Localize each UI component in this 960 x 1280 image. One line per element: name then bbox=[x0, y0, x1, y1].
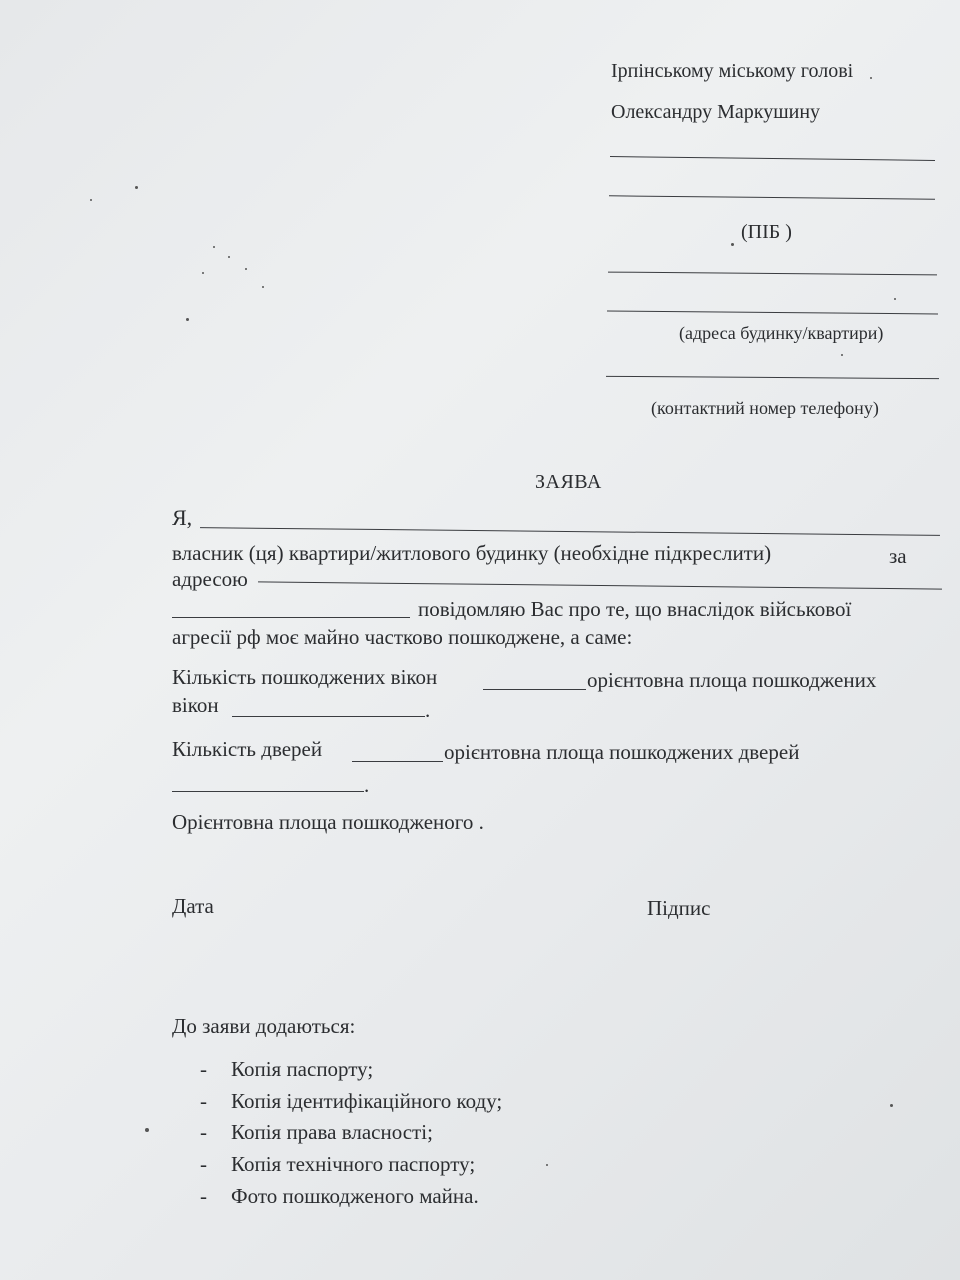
list-bullet: - bbox=[200, 1184, 207, 1208]
list-item: Копія технічного паспорту; bbox=[231, 1152, 476, 1176]
name-blank-line-1 bbox=[610, 156, 935, 161]
paper-speck bbox=[870, 77, 872, 79]
doors-area-label: орієнтовна площа пошкоджених дверей bbox=[444, 740, 800, 764]
windows-period: . bbox=[425, 698, 431, 722]
addressee-line-2: Олександру Маркушину bbox=[611, 101, 821, 123]
list-item: Копія паспорту; bbox=[231, 1057, 374, 1081]
name-caption: (ПІБ ) bbox=[741, 221, 792, 243]
signature-label: Підпис bbox=[647, 896, 711, 920]
paper-speck bbox=[90, 199, 92, 201]
damaged-area-line: Орієнтовна площа пошкодженого . bbox=[172, 810, 484, 834]
paper-speck bbox=[202, 272, 204, 274]
list-item: Копія права власності; bbox=[231, 1120, 433, 1144]
owner-line: власник (ця) квартири/житлового будинку (необхідне підкреслити) bbox=[172, 541, 772, 565]
name-blank-line-2 bbox=[609, 195, 935, 199]
address-blank-line-1 bbox=[608, 272, 937, 276]
paper-speck bbox=[145, 1128, 149, 1132]
paper-speck bbox=[228, 256, 230, 258]
phone-blank-line bbox=[606, 376, 939, 379]
windows-word: вікон bbox=[172, 693, 219, 717]
doors-count-label: Кількість дверей bbox=[172, 737, 323, 761]
list-bullet: - bbox=[200, 1152, 207, 1176]
document-title: ЗАЯВА bbox=[535, 471, 602, 493]
line-i: Я, bbox=[172, 505, 193, 530]
paper-speck bbox=[135, 186, 138, 189]
paper-speck bbox=[890, 1104, 893, 1107]
owner-line-za: за bbox=[889, 544, 907, 568]
paper-speck bbox=[186, 318, 189, 321]
address-fill-line bbox=[258, 581, 942, 589]
address-blank-line-2 bbox=[607, 311, 938, 315]
address-caption: (адреса будинку/квартири) bbox=[679, 323, 884, 343]
address-fill-line-2 bbox=[172, 617, 410, 618]
doors-area-line bbox=[172, 791, 364, 792]
doors-count-line bbox=[352, 761, 443, 762]
paper-speck bbox=[841, 354, 843, 356]
addressee-line-1: Ірпінському міському голові bbox=[611, 60, 854, 82]
attachments-heading: До заяви додаються: bbox=[172, 1014, 356, 1038]
address-word: адресою bbox=[172, 567, 248, 591]
windows-area-line bbox=[232, 716, 425, 717]
windows-count-line bbox=[483, 689, 586, 690]
paper-speck bbox=[546, 1164, 548, 1166]
list-bullet: - bbox=[200, 1057, 207, 1081]
paper-speck bbox=[262, 286, 264, 288]
paper-speck bbox=[731, 243, 734, 246]
paper-speck bbox=[894, 298, 896, 300]
list-bullet: - bbox=[200, 1120, 207, 1144]
date-label: Дата bbox=[172, 894, 214, 918]
paper-speck bbox=[245, 268, 247, 270]
windows-area-label: орієнтовна площа пошкоджених bbox=[587, 668, 877, 692]
paper-speck bbox=[213, 246, 215, 248]
notify-line: повідомляю Вас про те, що внаслідок військової bbox=[418, 597, 852, 621]
aggression-line: агресії рф моє майно частково пошкоджене, а саме: bbox=[172, 625, 633, 649]
list-item: Фото пошкодженого майна. bbox=[231, 1184, 479, 1208]
windows-count-label: Кількість пошкоджених вікон bbox=[172, 665, 438, 689]
applicant-name-line bbox=[200, 527, 940, 536]
list-item: Копія ідентифікаційного коду; bbox=[231, 1089, 503, 1113]
list-bullet: - bbox=[200, 1089, 207, 1113]
phone-caption: (контактний номер телефону) bbox=[651, 398, 879, 418]
doors-period: . bbox=[364, 773, 370, 797]
